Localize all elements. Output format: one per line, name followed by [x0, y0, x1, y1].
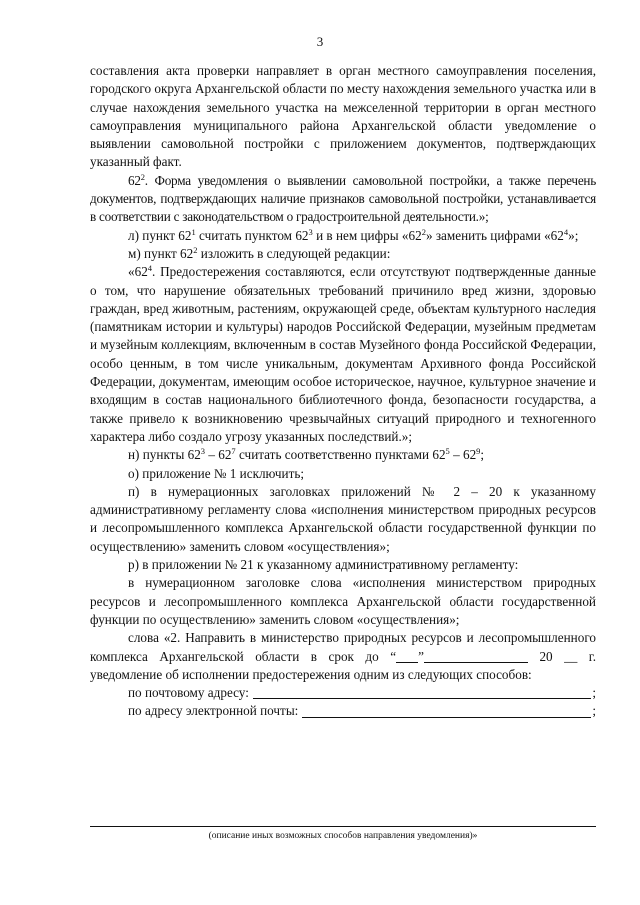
text-line: жизни, здоровью граждан, вред животным, растениям, окружающей среде, — [90, 282, 596, 316]
text-line: и лесопромышленного комплекса Архангельской области в срок до — [90, 630, 597, 664]
text-line: значение и входящим в состав национального библиотечного фонда, — [90, 374, 596, 408]
text-line: природных ресурсов и лесопромышленного комплекса Архангельской — [90, 502, 597, 536]
other-methods-caption: (описание иных возможных способов направления уведомления)» — [208, 831, 478, 841]
text-line: безопасности государства, а также привело к возникновению чрезвычайных — [90, 392, 597, 426]
text-run: . Форма уведомления о выявлении самовольной постройки, а также — [144, 172, 541, 188]
text-run: – 62 — [449, 447, 477, 463]
text-line: устанавливается в соответствии с законодательством о градостроительной — [90, 191, 596, 225]
superscript: 4 — [147, 263, 153, 274]
text-line: слова «2. Направить в министерство природных ресурсов — [128, 630, 462, 646]
item-p — [90, 483, 596, 556]
superscript: 4 — [563, 226, 569, 237]
superscript: 9 — [476, 446, 481, 457]
text-run: м) пункт 62 — [128, 245, 194, 261]
text-run: «62 — [128, 264, 148, 280]
text-line: поселения, городского округа Архангельской области по месту нахождения — [90, 63, 597, 97]
blank-day — [396, 650, 418, 663]
text-run: »; — [568, 227, 579, 243]
item-o: о) приложение № 1 исключить; — [128, 465, 305, 481]
superscript: 1 — [191, 226, 196, 237]
paragraph-continuation — [90, 62, 596, 172]
text-line: ценным, в том числе уникальным, документам Архивного фонда Российской — [130, 355, 596, 371]
text-run: изложить в следующей редакции: — [197, 245, 391, 261]
text-run: 62 — [128, 172, 141, 188]
text-line: указанных последствий.»; — [265, 428, 413, 444]
superscript: 2 — [140, 171, 145, 182]
text-run: ; — [480, 447, 485, 463]
text-run: считать соответственно пунктами 62 — [235, 447, 446, 463]
text-line: перечень документов, подтверждающих наличие признаков самовольной постройки, — [90, 172, 596, 207]
text-run: считать пунктом 62 — [195, 227, 309, 243]
text-line: постройки с приложением документов, подтверждающих указанный факт. — [90, 136, 596, 170]
text-line: включенным в состав Музейного фонда Российской Федерации, особо — [90, 337, 596, 371]
text-line: деятельности.»; — [403, 209, 489, 225]
item-l — [90, 227, 596, 245]
text-line: «осуществления»; — [287, 538, 390, 554]
item-n — [90, 446, 596, 464]
text-run: ” — [418, 648, 424, 664]
text-run: . Предостережения составляются, если отсутствуют подтвержденные — [152, 264, 550, 280]
text-line: ситуаций природного и техногенного характера либо создало угрозу — [90, 410, 596, 444]
item-m — [90, 245, 596, 263]
page-number: 3 — [316, 34, 324, 49]
paragraph-62-2 — [90, 172, 596, 227]
superscript: 2 — [193, 244, 198, 255]
text-line: природных ресурсов и лесопромышленного комплекса Архангельской — [90, 575, 596, 609]
superscript: 2 — [421, 226, 426, 237]
email-address-blank — [302, 704, 591, 718]
text-line: Российской Федерации, музейным предметам и музейным коллекциям, — [90, 319, 597, 353]
postal-end: ; — [592, 685, 596, 701]
text-run: и в нем цифры «62 — [312, 227, 422, 243]
superscript: 7 — [231, 446, 236, 457]
text-run: цифрами «62 — [490, 227, 564, 243]
postal-label: по почтовому адресу: — [128, 685, 249, 701]
superscript: 3 — [308, 226, 313, 237]
text-line: межселенной территории в орган местного самоуправления муниципального — [90, 99, 596, 133]
blank-month — [424, 650, 528, 663]
other-methods-blank-line — [90, 826, 596, 827]
text-run: – 62 — [205, 447, 232, 463]
text-line: «осуществления»; — [356, 611, 460, 627]
item-r: р) в приложении № 21 к указанному административному регламенту: — [128, 557, 519, 573]
text-line: в нумерационном заголовке слова «исполнения министерством — [128, 575, 523, 591]
text-line: района Архангельской области уведомление о выявлении самовольной — [90, 117, 596, 152]
text-line: земельного участка или в случае нахождения земельного участка на — [90, 81, 596, 115]
text-run: н) пункты 62 — [128, 447, 201, 463]
text-line: области государственной функции по осуществлению» заменить словом — [90, 593, 596, 627]
text-run: “ — [390, 648, 397, 664]
text-line: административному регламенту слова «исполнения министерством — [90, 502, 474, 518]
email-end: ; — [592, 703, 596, 719]
document-body — [90, 62, 596, 721]
superscript: 5 — [445, 446, 450, 457]
text-run: л) пункт 62 — [128, 227, 192, 243]
item-r-words-change — [90, 629, 596, 684]
paragraph-62-4 — [90, 263, 596, 446]
text-line: составления акта проверки направляет в орган местного самоуправления — [90, 63, 528, 78]
email-label: по адресу электронной почты: — [128, 703, 299, 719]
email-address-row — [90, 702, 596, 720]
superscript: 3 — [200, 446, 206, 457]
text-run: » заменить — [425, 227, 487, 243]
text-line: одним из следующих способов: — [353, 666, 532, 682]
text-line: объектам культурного наследия (памятникам истории и культуры) народов — [90, 300, 597, 335]
text-line: области государственной функции по осуществлению» заменить словом — [90, 520, 597, 554]
text-line: Федерации, документам, имеющим особое историческое, научное, культурное — [90, 374, 533, 390]
text-line: данные о том, что нарушение обязательных требований причинило вред — [90, 264, 597, 298]
text-line: п) в нумерационных заголовках приложений № 2 – 20 к указанному — [128, 483, 596, 499]
text-run: 20 __ г. уведомление об исполнении предостережения — [90, 648, 597, 682]
item-r-heading-change — [90, 574, 596, 629]
postal-address-row — [90, 684, 596, 702]
postal-address-blank — [253, 685, 591, 699]
